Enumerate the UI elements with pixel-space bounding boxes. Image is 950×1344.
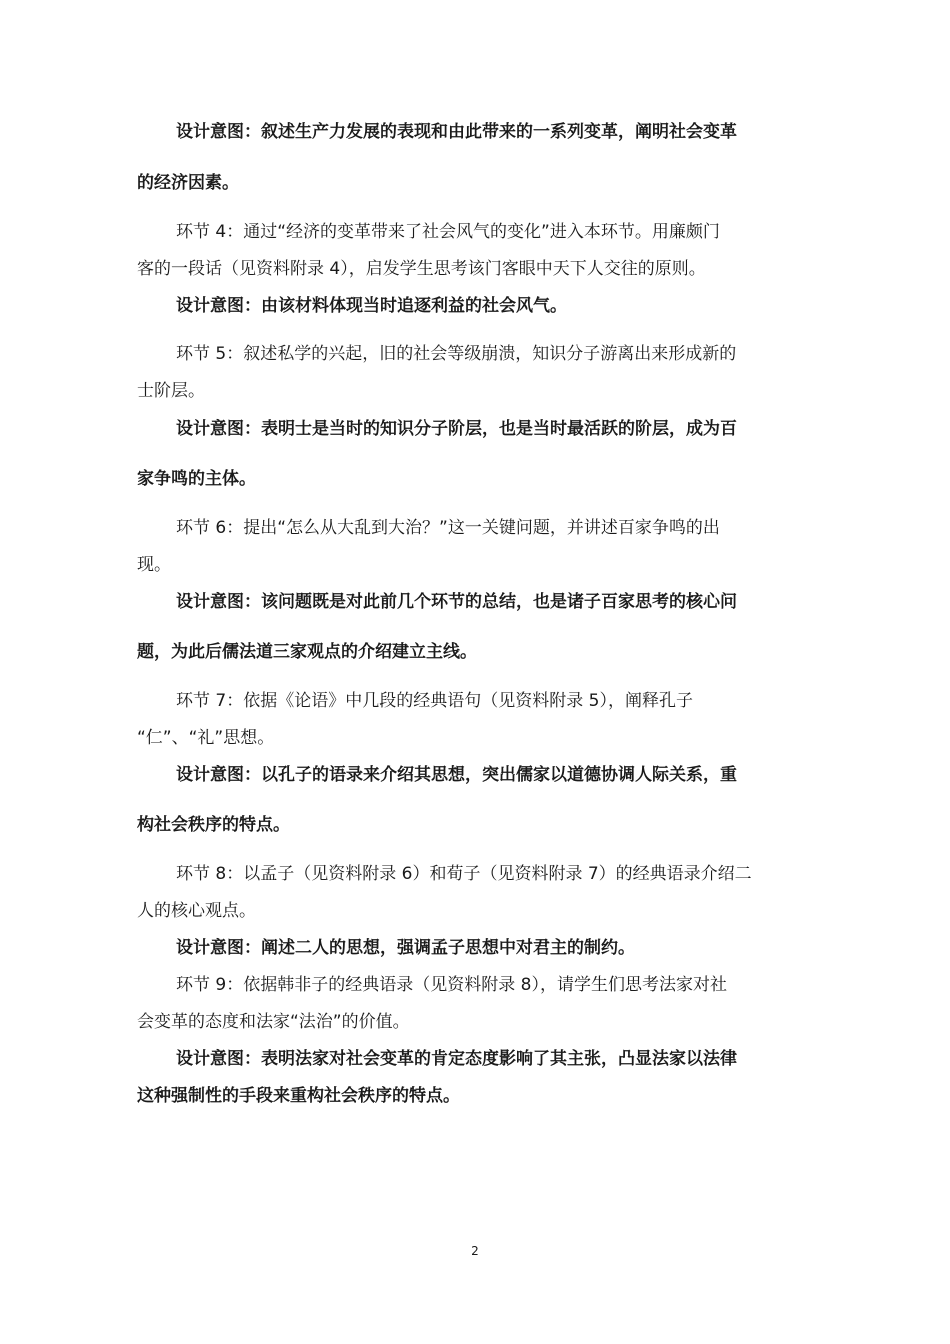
design-intent-9-line-1: 设计意图：表明法家对社会变革的肯定态度影响了其主张，凸显法家以法律 [176, 1049, 737, 1069]
design-intent-7-line-2: 构社会秩序的特点。 [137, 815, 290, 835]
design-intent-5-line-1: 设计意图：表明士是当时的知识分子阶层，也是当时最活跃的阶层，成为百 [176, 419, 737, 439]
step-7-line-2: “仁”、“礼”思想。 [137, 728, 275, 748]
step-4-line-2: 客的一段话（见资料附录 4），启发学生思考该门客眼中天下人交往的原则。 [137, 259, 706, 279]
design-intent-4: 设计意图：由该材料体现当时追逐利益的社会风气。 [176, 296, 567, 316]
step-5-line-1: 环节 5：叙述私学的兴起，旧的社会等级崩溃，知识分子游离出来形成新的 [176, 344, 737, 364]
step-7-line-1: 环节 7：依据《论语》中几段的经典语句（见资料附录 5），阐释孔子 [176, 691, 693, 711]
step-5-line-2: 士阶层。 [137, 381, 205, 401]
step-4-line-1: 环节 4：通过“经济的变革带来了社会风气的变化”进入本环节。用廉颇门 [176, 222, 720, 242]
step-9-line-1: 环节 9：依据韩非子的经典语录（见资料附录 8），请学生们思考法家对社 [176, 975, 727, 995]
step-6-line-2: 现。 [137, 555, 171, 575]
design-intent-9-line-2: 这种强制性的手段来重构社会秩序的特点。 [137, 1086, 460, 1106]
step-8-line-2: 人的核心观点。 [137, 901, 256, 921]
page-number: 2 [471, 1244, 479, 1258]
design-intent-3-line-1: 设计意图：叙述生产力发展的表现和由此带来的一系列变革，阐明社会变革 [176, 122, 737, 142]
design-intent-8: 设计意图：阐述二人的思想，强调孟子思想中对君主的制约。 [176, 938, 635, 958]
design-intent-3-line-2: 的经济因素。 [137, 173, 239, 193]
design-intent-6-line-2: 题，为此后儒法道三家观点的介绍建立主线。 [137, 642, 477, 662]
design-intent-6-line-1: 设计意图：该问题既是对此前几个环节的总结，也是诸子百家思考的核心问 [176, 592, 737, 612]
design-intent-5-line-2: 家争鸣的主体。 [137, 469, 256, 489]
step-8-line-1: 环节 8：以孟子（见资料附录 6）和荀子（见资料附录 7）的经典语录介绍二 [176, 864, 752, 884]
design-intent-7-line-1: 设计意图：以孔子的语录来介绍其思想，突出儒家以道德协调人际关系，重 [176, 765, 737, 785]
step-9-line-2: 会变革的态度和法家“法治”的价值。 [137, 1012, 410, 1032]
step-6-line-1: 环节 6：提出“怎么从大乱到大治？”这一关键问题，并讲述百家争鸣的出 [176, 518, 720, 538]
